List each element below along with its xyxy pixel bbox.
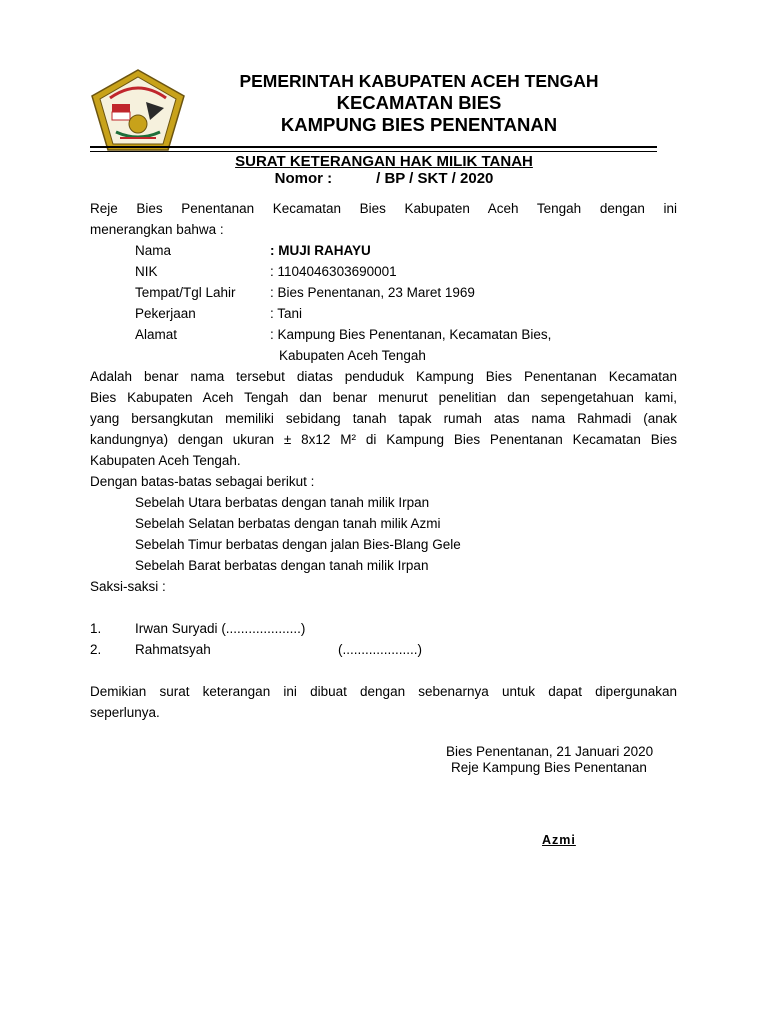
nomor-label: Nomor : bbox=[274, 170, 333, 187]
boundary-south: Sebelah Selatan berbatas dengan tanah milik Azmi bbox=[135, 516, 441, 531]
closing-line-2: seperlunya. bbox=[90, 705, 160, 720]
identity-label-birth: Tempat/Tgl Lahir bbox=[135, 285, 236, 300]
witness-1-signature-line: (....................) bbox=[221, 621, 306, 636]
signature-position: Reje Kampung Bies Penentanan bbox=[451, 760, 647, 775]
document-title bbox=[150, 153, 618, 187]
regency-crest-icon bbox=[90, 68, 186, 152]
identity-value-address-2: Kabupaten Aceh Tengah bbox=[279, 348, 426, 363]
intro-line-2: menerangkan bahwa : bbox=[90, 222, 224, 237]
witness-1-name: Irwan Suryadi bbox=[135, 621, 218, 636]
letterhead-village: KAMPUNG BIES PENENTANAN bbox=[280, 114, 558, 135]
body-line-5: Kabupaten Aceh Tengah. bbox=[90, 453, 241, 468]
witness-1-number: 1. bbox=[90, 621, 102, 636]
letterhead bbox=[190, 70, 648, 136]
header-divider-thick bbox=[90, 146, 657, 148]
identity-value-name: : MUJI RAHAYU bbox=[270, 243, 371, 258]
identity-value-nik: : 1104046303690001 bbox=[270, 264, 397, 279]
identity-value-birth: : Bies Penentanan, 23 Maret 1969 bbox=[270, 285, 475, 300]
body-line-1: Adalah benar nama tersebut diatas penduduk Kampung Bies Penentanan Kecamatan bbox=[90, 369, 677, 384]
intro-line-1: Reje Bies Penentanan Kecamatan Bies Kabupaten Aceh Tengah dengan ini bbox=[90, 201, 677, 216]
signature-name: Azmi bbox=[542, 833, 576, 847]
boundary-west: Sebelah Barat berbatas dengan tanah milik Irpan bbox=[135, 558, 429, 573]
identity-value-address: : Kampung Bies Penentanan, Kecamatan Bies, bbox=[270, 327, 552, 342]
closing-line-1: Demikian surat keterangan ini dibuat dengan sebenarnya untuk dapat dipergunakan bbox=[90, 684, 677, 699]
witness-2-signature-line: (....................) bbox=[338, 642, 423, 657]
header-divider-thin bbox=[90, 151, 657, 152]
identity-label-nik: NIK bbox=[135, 264, 158, 279]
witness-2-name: Rahmatsyah bbox=[135, 642, 211, 657]
letterhead-government: PEMERINTAH KABUPATEN ACEH TENGAH bbox=[239, 71, 599, 91]
identity-label-address: Alamat bbox=[135, 327, 178, 342]
title-number bbox=[150, 170, 618, 187]
witness-1 bbox=[135, 618, 305, 639]
body-line-3: yang bersangkutan memiliki sebidang tanah tapak rumah atas nama Rahmadi (anak bbox=[90, 411, 677, 426]
witnesses-heading: Saksi-saksi : bbox=[90, 579, 166, 594]
boundary-east: Sebelah Timur berbatas dengan jalan Bies-Blang Gele bbox=[135, 537, 461, 552]
title-main: SURAT KETERANGAN HAK MILIK TANAH bbox=[235, 153, 533, 170]
identity-label-name: Nama bbox=[135, 243, 172, 258]
body-line-2: Bies Kabupaten Aceh Tengah dan benar menurut penelitian dan sepengetahuan kami, bbox=[90, 390, 677, 405]
identity-label-job: Pekerjaan bbox=[135, 306, 196, 321]
witness-2-number: 2. bbox=[90, 642, 102, 657]
boundary-north: Sebelah Utara berbatas dengan tanah milik Irpan bbox=[135, 495, 430, 510]
identity-value-job: : Tani bbox=[270, 306, 303, 321]
letterhead-district: KECAMATAN BIES bbox=[336, 92, 502, 113]
signature-place-date: Bies Penentanan, 21 Januari 2020 bbox=[446, 744, 654, 759]
nomor-value: / BP / SKT / 2020 bbox=[376, 170, 494, 187]
body-line-4: kandungnya) dengan ukuran ± 8x12 M² di Kampung Bies Penentanan Kecamatan Bies bbox=[90, 432, 677, 447]
boundaries-heading: Dengan batas-batas sebagai berikut : bbox=[90, 474, 315, 489]
